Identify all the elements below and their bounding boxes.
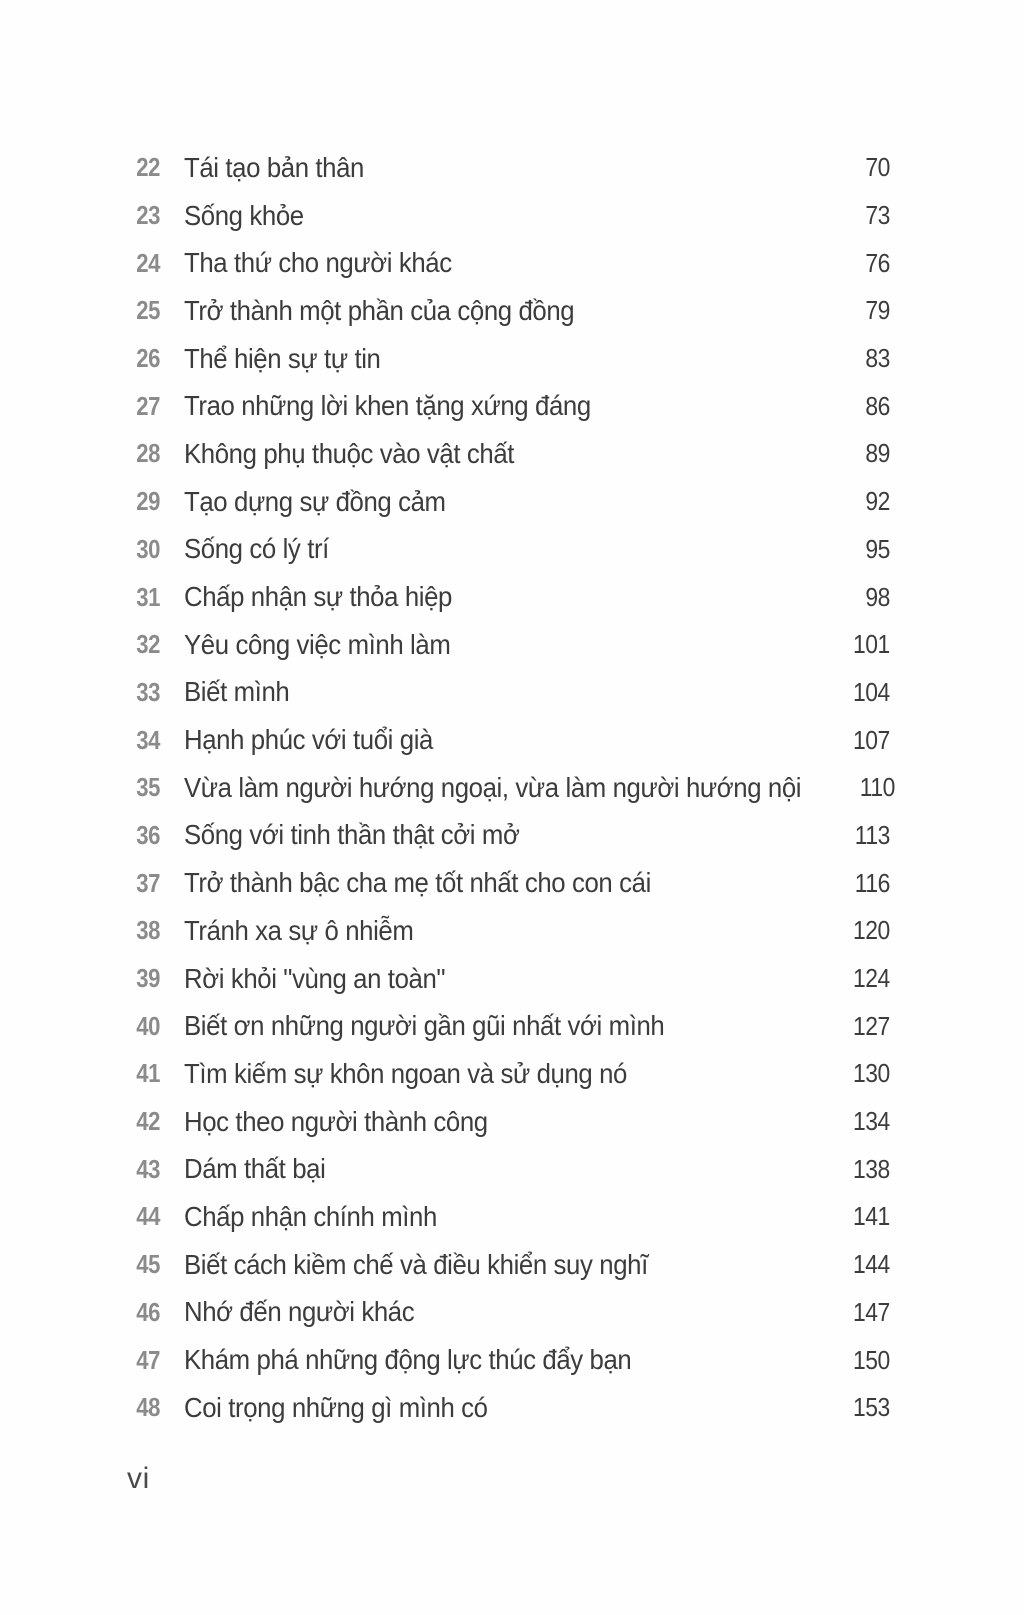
entry-number: 43 — [136, 1153, 160, 1184]
entry-title: Thể hiện sự tự tin — [184, 342, 381, 374]
entry-page-number: 104 — [853, 676, 890, 707]
entry-title: Biết cách kiềm chế và điều khiển suy nghĩ — [184, 1248, 648, 1280]
toc-entry-row — [127, 1098, 890, 1146]
folio-page-number: vi — [127, 1462, 150, 1495]
entry-title: Rời khỏi "vùng an toàn" — [184, 962, 446, 994]
entry-title: Sống có lý trí — [184, 533, 329, 565]
toc-entry-row — [127, 1193, 890, 1241]
entry-title: Biết mình — [184, 676, 290, 708]
entry-number: 25 — [136, 295, 160, 326]
toc-entry-row — [127, 1145, 890, 1193]
entry-page-number: 141 — [853, 1201, 890, 1232]
entry-number: 45 — [136, 1249, 160, 1280]
entry-page-number: 124 — [853, 963, 890, 994]
entry-number: 40 — [136, 1010, 160, 1041]
entry-number: 48 — [136, 1392, 160, 1423]
entry-title: Biết ơn những người gần gũi nhất với mình — [184, 1010, 665, 1042]
entry-title: Tránh xa sự ô nhiễm — [184, 914, 414, 946]
entry-title: Coi trọng những gì mình có — [184, 1391, 488, 1423]
toc-entry-row — [127, 907, 890, 955]
entry-number: 28 — [136, 438, 160, 469]
entry-number: 37 — [136, 867, 160, 898]
entry-number: 22 — [136, 152, 160, 183]
entry-number: 36 — [136, 819, 160, 850]
entry-title: Tha thứ cho người khác — [184, 247, 452, 279]
toc-entry-row — [127, 1289, 890, 1337]
entry-number: 46 — [136, 1296, 160, 1327]
toc-entry-row — [127, 287, 890, 335]
entry-number: 23 — [136, 200, 160, 231]
toc-entry-row — [127, 478, 890, 526]
entry-title: Học theo người thành công — [184, 1105, 488, 1137]
entry-title: Tái tạo bản thân — [184, 151, 365, 183]
entry-number: 24 — [136, 247, 160, 278]
toc-entry-row — [127, 1241, 890, 1289]
toc-entry-row — [127, 1336, 890, 1384]
entry-number: 39 — [136, 963, 160, 994]
entry-title: Không phụ thuộc vào vật chất — [184, 437, 515, 469]
entry-title: Yêu công việc mình làm — [184, 628, 451, 660]
toc-entry-row — [127, 192, 890, 240]
entry-number: 41 — [136, 1058, 160, 1089]
toc-entry-row — [127, 764, 895, 812]
toc-entry-row — [127, 859, 890, 907]
toc-entry-row — [127, 621, 890, 669]
toc-entry-row — [127, 144, 890, 192]
entry-title: Tìm kiếm sự khôn ngoan và sử dụng nó — [184, 1057, 627, 1089]
entry-title: Vừa làm người hướng ngoại, vừa làm người hướng nội — [184, 771, 802, 803]
entry-page-number: 144 — [853, 1249, 890, 1280]
entry-page-number: 98 — [865, 581, 890, 612]
entry-title: Khám phá những động lực thúc đẩy bạn — [184, 1344, 632, 1376]
entry-page-number: 130 — [853, 1058, 890, 1089]
entry-page-number: 92 — [865, 486, 890, 517]
entry-title: Chấp nhận sự thỏa hiệp — [184, 581, 452, 613]
entry-page-number: 86 — [865, 390, 890, 421]
entry-page-number: 153 — [853, 1392, 890, 1423]
entry-title: Sống khỏe — [184, 199, 304, 231]
entry-page-number: 89 — [865, 438, 890, 469]
entry-page-number: 73 — [865, 200, 890, 231]
entry-page-number: 107 — [853, 724, 890, 755]
entry-number: 26 — [136, 343, 160, 374]
toc-entry-row — [127, 812, 890, 860]
entry-page-number: 76 — [865, 247, 890, 278]
entry-number: 34 — [136, 724, 160, 755]
entry-page-number: 116 — [854, 867, 890, 898]
entry-title: Trao những lời khen tặng xứng đáng — [184, 390, 591, 422]
entry-number: 42 — [136, 1106, 160, 1137]
entry-number: 30 — [136, 533, 160, 564]
toc-entry-row — [127, 716, 890, 764]
toc-entry-row — [127, 526, 890, 574]
entry-number: 47 — [136, 1344, 160, 1375]
entry-page-number: 147 — [853, 1296, 890, 1327]
entry-number: 38 — [136, 915, 160, 946]
entry-page-number: 138 — [853, 1153, 890, 1184]
entry-page-number: 101 — [853, 629, 890, 660]
toc-entry-row — [127, 669, 890, 717]
toc-entry-row — [127, 1002, 890, 1050]
entry-page-number: 110 — [859, 772, 895, 803]
entry-title: Nhớ đến người khác — [184, 1296, 415, 1328]
entry-title: Hạnh phúc với tuổi già — [184, 724, 433, 756]
entry-number: 44 — [136, 1201, 160, 1232]
entry-title: Dám thất bại — [184, 1153, 326, 1185]
entry-page-number: 95 — [865, 533, 890, 564]
entry-number: 27 — [136, 390, 160, 421]
entry-title: Trở thành một phần của cộng đồng — [184, 294, 575, 326]
entry-page-number: 127 — [853, 1010, 890, 1041]
entry-page-number: 120 — [853, 915, 890, 946]
entry-page-number: 113 — [854, 819, 890, 850]
entry-number: 35 — [136, 772, 160, 803]
entry-title: Trở thành bậc cha mẹ tốt nhất cho con cái — [184, 867, 651, 899]
toc-entry-row — [127, 1384, 890, 1432]
toc-entry-row — [127, 573, 890, 621]
entry-number: 33 — [136, 676, 160, 707]
entry-page-number: 70 — [865, 152, 890, 183]
toc-entry-row — [127, 955, 890, 1003]
entry-number: 32 — [136, 629, 160, 660]
entry-page-number: 79 — [865, 295, 890, 326]
toc-entry-row — [127, 430, 890, 478]
toc-entry-row — [127, 382, 890, 430]
entry-title: Chấp nhận chính mình — [184, 1200, 437, 1232]
toc-entry-row — [127, 335, 890, 383]
entry-page-number: 150 — [853, 1344, 890, 1375]
toc-entry-row — [127, 1050, 890, 1098]
entry-page-number: 134 — [853, 1106, 890, 1137]
entry-title: Tạo dựng sự đồng cảm — [184, 485, 446, 517]
entry-title: Sống với tinh thần thật cởi mở — [184, 819, 520, 851]
entry-page-number: 83 — [865, 343, 890, 374]
toc-entry-row — [127, 239, 890, 287]
entry-number: 29 — [136, 486, 160, 517]
entry-number: 31 — [136, 581, 160, 612]
